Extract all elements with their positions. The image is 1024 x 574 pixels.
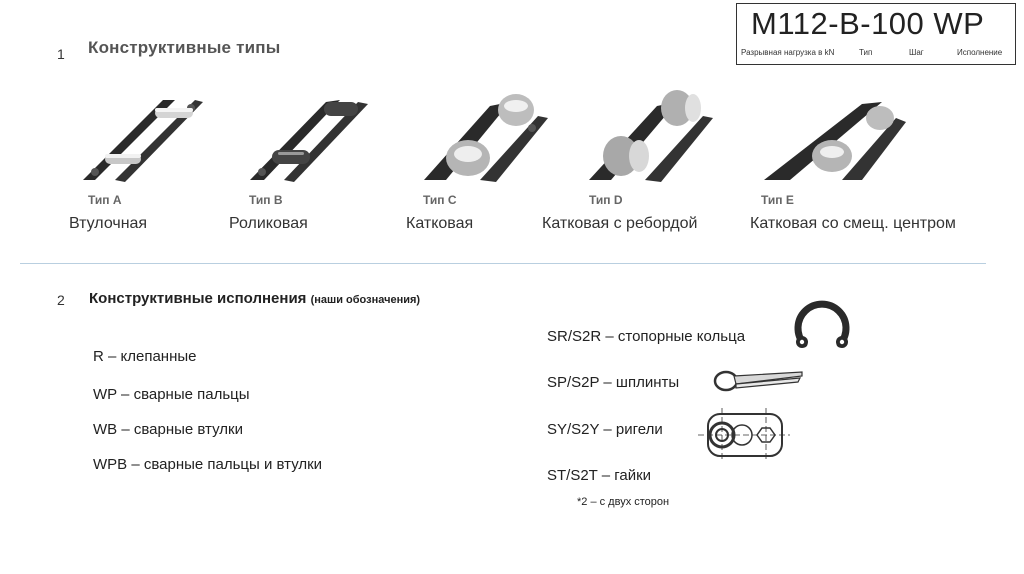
type-name-a: Втулочная (69, 215, 148, 232)
locking-plate-icon (696, 406, 792, 464)
cotter-pin-icon (712, 364, 804, 398)
track-roller-chain-icon (420, 86, 550, 182)
type-name-b: Роликовая (229, 215, 308, 232)
variant-r: R – клепанные (93, 348, 197, 365)
section-divider (20, 263, 986, 264)
section2-subtitle: (наши обозначения) (310, 294, 421, 306)
footnote: *2 – с двух сторон (577, 496, 670, 508)
section-number-2: 2 (57, 292, 65, 308)
type-label-a: Тип А (88, 193, 122, 207)
label-breaking-load: Разрывная нагрузка в kN (741, 48, 835, 57)
type-name-c: Катковая (406, 215, 474, 232)
fixing-locking-plates: SY/S2Y – ригели (547, 421, 663, 438)
retaining-ring-icon (780, 298, 856, 358)
offset-roller-chain-icon (762, 96, 892, 192)
label-version: Исполнение (957, 48, 1003, 57)
section-number-1: 1 (57, 46, 65, 62)
type-name-e: Катковая со смещ. центром (750, 215, 956, 232)
variant-wb: WB – сварные втулки (93, 421, 243, 438)
designation-box (736, 3, 1016, 65)
section1-title: Конструктивные типы (88, 38, 281, 57)
section2-title-text: Конструктивные исполнения (89, 290, 307, 307)
type-label-c: Тип С (423, 193, 457, 207)
type-label-e: Тип Е (761, 193, 794, 207)
variant-wpb: WPB – сварные пальцы и втулки (93, 456, 323, 473)
type-label-d: Тип D (589, 193, 623, 207)
variant-wp: WP – сварные пальцы (93, 386, 250, 403)
type-name-d: Катковая с ребордой (542, 215, 698, 232)
flanged-roller-chain-icon (585, 86, 715, 182)
fixing-retaining-rings: SR/S2R – стопорные кольца (547, 328, 746, 345)
bushing-chain-icon (75, 88, 205, 184)
designation-code: M112-B-100 WP (751, 6, 985, 41)
label-pitch: Шаг (909, 48, 924, 57)
fixing-nuts: ST/S2T – гайки (547, 467, 652, 484)
roller-chain-icon (240, 88, 370, 184)
fixing-cotter-pins: SP/S2P – шплинты (547, 374, 680, 391)
type-label-b: Тип В (249, 193, 283, 207)
label-type: Тип (859, 48, 873, 57)
section2-title (89, 290, 420, 307)
